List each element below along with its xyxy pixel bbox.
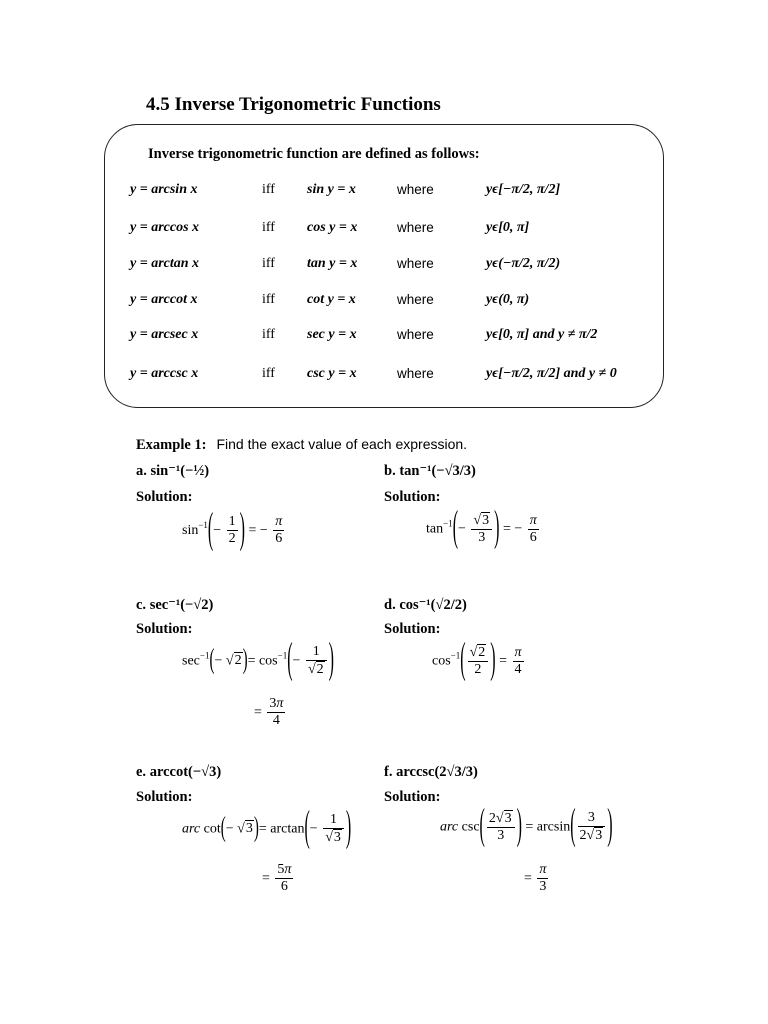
problem-expression: arccsc(2√3/3) — [396, 764, 478, 780]
solution-label: Solution: — [384, 789, 441, 805]
problem-letter: c. — [136, 597, 147, 613]
definition-rhs: csc y = x — [307, 366, 357, 381]
solution-label: Solution: — [384, 489, 441, 505]
iff-label: iff — [262, 220, 275, 235]
problem-f — [384, 764, 478, 781]
solution-work-c: $\sec^{-1}(- √2)= \cos^{-1}(-$ $\frac{1}{√2}$ ) — [182, 636, 334, 683]
iff-label: iff — [262, 327, 275, 342]
solution-label: Solution: — [136, 489, 193, 505]
problem-expression: tan⁻¹(−√3/3) — [399, 463, 476, 479]
iff-label: iff — [262, 256, 275, 271]
problem-letter: e. — [136, 764, 147, 780]
solution-result-f: = $\frac{\pi}{3}$ — [524, 862, 547, 895]
example-heading — [136, 436, 467, 454]
definition-lhs: y = arctan x — [130, 256, 200, 271]
definition-rhs: cos y = x — [307, 220, 358, 235]
problem-letter: f. — [384, 764, 393, 780]
definition-lhs: y = arcsec x — [130, 327, 199, 342]
iff-label: iff — [262, 182, 275, 197]
problem-b — [384, 462, 476, 480]
definition-range: yϵ[0, π] and y ≠ π/2 — [486, 327, 598, 342]
solution-work-b: $\tan^{-1}(-$ $\frac{√3}{3}$ ) = − $\frac{\pi}{6}$ — [426, 504, 537, 551]
example-label: Example 1: — [136, 437, 207, 453]
solution-work-f: arc csc( $\frac{2√3}{3}$ ) = arcsin( $\frac{3}{2√3}$ ) — [440, 802, 613, 849]
problem-letter: a. — [136, 463, 147, 479]
definition-row-arctan — [0, 256, 768, 278]
solution-label: Solution: — [136, 621, 193, 637]
definition-range: yϵ(−π/2, π/2) — [486, 256, 561, 271]
definition-range: yϵ[−π/2, π/2] and y ≠ 0 — [486, 366, 617, 381]
definition-rhs: cot y = x — [307, 292, 356, 307]
page-title: 4.5 Inverse Trigonometric Functions — [146, 94, 441, 115]
example-instruction: Find the exact value of each expression. — [216, 436, 468, 452]
problem-expression: arccot(−√3) — [149, 764, 222, 780]
definition-rhs: tan y = x — [307, 256, 358, 271]
definition-range: yϵ(0, π) — [486, 292, 530, 307]
definition-lhs: y = arccot x — [130, 292, 198, 307]
definition-row-arccsc — [0, 366, 768, 388]
where-label: where — [397, 220, 434, 235]
problem-d — [384, 596, 467, 614]
definition-range: yϵ[−π/2, π/2] — [486, 182, 561, 197]
problem-a — [136, 462, 209, 480]
solution-label: Solution: — [384, 621, 441, 637]
definition-lhs: y = arccsc x — [130, 366, 199, 381]
where-label: where — [397, 256, 434, 271]
problem-expression: sec⁻¹(−√2) — [149, 597, 214, 613]
definition-range: yϵ[0, π] — [486, 220, 530, 235]
problem-c — [136, 596, 213, 614]
definition-lhs: y = arcsin x — [130, 182, 198, 197]
iff-label: iff — [262, 292, 275, 307]
definition-rhs: sec y = x — [307, 327, 357, 342]
definition-rhs: sin y = x — [307, 182, 356, 197]
definition-lhs: y = arccos x — [130, 220, 200, 235]
solution-work-a: $\sin^{-1}(-$ $\frac{1}{2}$ ) = − $\frac{\pi}{6}$ — [182, 506, 283, 553]
definition-row-arccot — [0, 292, 768, 314]
where-label: where — [397, 366, 434, 381]
where-label: where — [397, 182, 434, 197]
definition-row-arccos — [0, 220, 768, 242]
definition-row-arcsin — [0, 182, 768, 204]
problem-expression: sin⁻¹(−½) — [150, 463, 210, 479]
solution-label: Solution: — [136, 789, 193, 805]
problem-letter: d. — [384, 597, 396, 613]
solution-result-c: = $\frac{3\pi}{4}$ — [254, 696, 284, 729]
definition-intro: Inverse trigonometric function are defined as follows: — [148, 146, 480, 162]
definition-row-arcsec — [0, 327, 768, 349]
problem-e — [136, 764, 221, 781]
solution-result-e: = $\frac{5\pi}{6}$ — [262, 862, 292, 895]
where-label: where — [397, 327, 434, 342]
where-label: where — [397, 292, 434, 307]
solution-work-d: $\cos^{-1}$( $\frac{√2}{2}$ ) = $\frac{\pi}{4}$ — [432, 636, 522, 683]
problem-expression: cos⁻¹(√2/2) — [399, 597, 467, 613]
solution-work-e: arc cot(− √3)= arctan(− $\frac{1}{√3}$ ) — [182, 804, 352, 851]
problem-letter: b. — [384, 463, 396, 479]
iff-label: iff — [262, 366, 275, 381]
